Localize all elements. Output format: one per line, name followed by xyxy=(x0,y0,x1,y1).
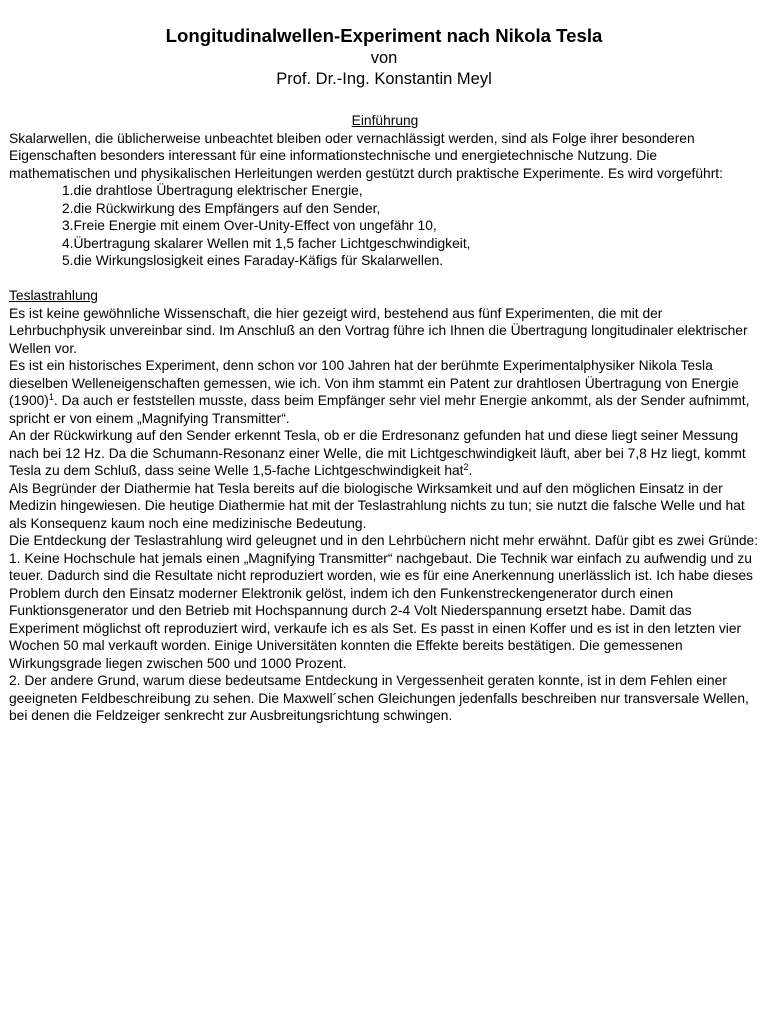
paragraph-4: Als Begründer der Diathermie hat Tesla bereits auf die biologische Wirksamkeit und auf den möglichen Einsatz in der Medizin hingewiesen. Die heutige Diathermie hat mit der Teslastrahlung nichts zu tun; sie nutzt die falsche Welle und hat als Konsequenz kaum noch eine medizinische Bedeutung. xyxy=(9,480,745,531)
list-item: 5.die Wirkungslosigkeit eines Faraday-Käfigs für Skalarwellen. xyxy=(62,253,444,268)
list-item: 2.die Rückwirkung des Empfängers auf den Sender, xyxy=(62,200,381,216)
byline-von: von xyxy=(370,49,398,67)
paragraph-1: Es ist keine gewöhnliche Wissenschaft, die hier gezeigt wird, bestehend aus fünf Experimenten, die mit der Lehrbuchphysik unvereinbar sind. Im Anschluß an den Vortrag führe ich Ihnen die Übertragung longitudinaler elektrischer Wellen vor. xyxy=(9,305,748,356)
footnote-ref-1: 1 xyxy=(48,392,54,402)
paragraph-3-text: An der Rückwirkung auf den Sender erkennt Tesla, ob er die Erdresonanz gefunden hat und diese liegt seiner Messung nach bei 12 Hz. Da die Schumann-Resonanz einer Welle, die mit Lichtgeschwindigkeit läuft, aber bei 7,8 Hz liegt, kommt Tesla zu dem Schluß, dass seine Welle 1,5-fache Lichtgeschwindigkeit hat xyxy=(9,428,746,478)
paragraph-3 xyxy=(9,427,761,480)
list-item: 1.die drahtlose Übertragung elektrischer Energie, xyxy=(62,183,363,198)
list-item: 3.Freie Energie mit einem Over-Unity-Effect von ungefähr 10, xyxy=(62,218,437,233)
paragraph-5: Die Entdeckung der Teslastrahlung wird geleugnet und in den Lehrbüchern nicht mehr erwähnt. Dafür gibt es zwei Gründe: xyxy=(9,533,759,548)
document-body xyxy=(9,112,761,725)
paragraph-3-text-cont: . xyxy=(468,463,473,478)
paragraph-2-text: Es ist ein historisches Experiment, denn schon vor 100 Jahren hat der berühmte Experimentalphysiker Nikola Tesla dieselben Welleneigenschaften gemessen, wie ich. Von ihm stammt ein Patent zur drahtlosen Übertragung von Energie (1900) xyxy=(9,358,739,408)
experiment-list xyxy=(9,182,761,270)
paragraph-6: 1. Keine Hochschule hat jemals einen „Magnifying Transmitter“ nachgebaut. Die Technik war einfach zu aufwendig und zu teuer. Dadurch sind die Resultate nicht reproduziert worden, wie es für eine Anerkennung unerlässlich ist. Ich habe dieses Problem durch den Einsatz moderner Elektronik gelöst, indem ich den Funkenstreckengenerator durch einen Funktionsgenerator und den Betrieb mit Hochspannung durch 2-4 Volt Niederspannung ersetzt habe. Damit das Experiment möglichst oft reproduziert wird, verkaufe ich es als Set. Es passt in einen Koffer und es ist in den letzten vier Wochen 50 mal verkauft worden. Einige Universitäten konnten die Effekte bereits bestätigen. Die gemessenen Wirkungsgrade liegen zwischen 500 und 1000 Prozent. xyxy=(9,550,753,671)
intro-paragraph: Skalarwellen, die üblicherweise unbeachtet bleiben oder vernachlässigt werden, sind als Folge ihrer besonderen Eigenschaften besonders interessant für eine informationstechnische und energietechnische Nutzung. Die mathematischen und physikalischen Herleitungen werden gestützt durch praktische Experimente. Es wird vorgeführt: xyxy=(9,130,723,181)
author-name: Prof. Dr.-Ing. Konstantin Meyl xyxy=(276,70,492,88)
heading-einfuehrung: Einführung xyxy=(351,113,419,128)
document-title: Longitudinalwellen-Experiment nach Nikola Tesla xyxy=(165,25,603,46)
paragraph-2 xyxy=(9,357,761,427)
heading-teslastrahlung: Teslastrahlung xyxy=(9,288,98,303)
footnote-ref-2: 2 xyxy=(463,462,469,472)
list-item: 4.Übertragung skalarer Wellen mit 1,5 facher Lichtgeschwindigkeit, xyxy=(62,235,471,251)
paragraph-7: 2. Der andere Grund, warum diese bedeutsame Entdeckung in Vergessenheit geraten konnte, ist in dem Fehlen einer geeigneten Feldbeschreibung zu sehen. Die Maxwell´schen Gleichungen jedenfalls beschreiben nur transversale Wellen, bei denen die Feldzeiger senkrecht zur Ausbreitungsrichtung schwingen. xyxy=(9,673,749,723)
paragraph-2-text-cont: . Da auch er feststellen musste, dass beim Empfänger sehr viel mehr Energie ankommt, als der Sender aufnimmt, spricht er von einem „Magnifying Transmitter“. xyxy=(9,393,750,426)
